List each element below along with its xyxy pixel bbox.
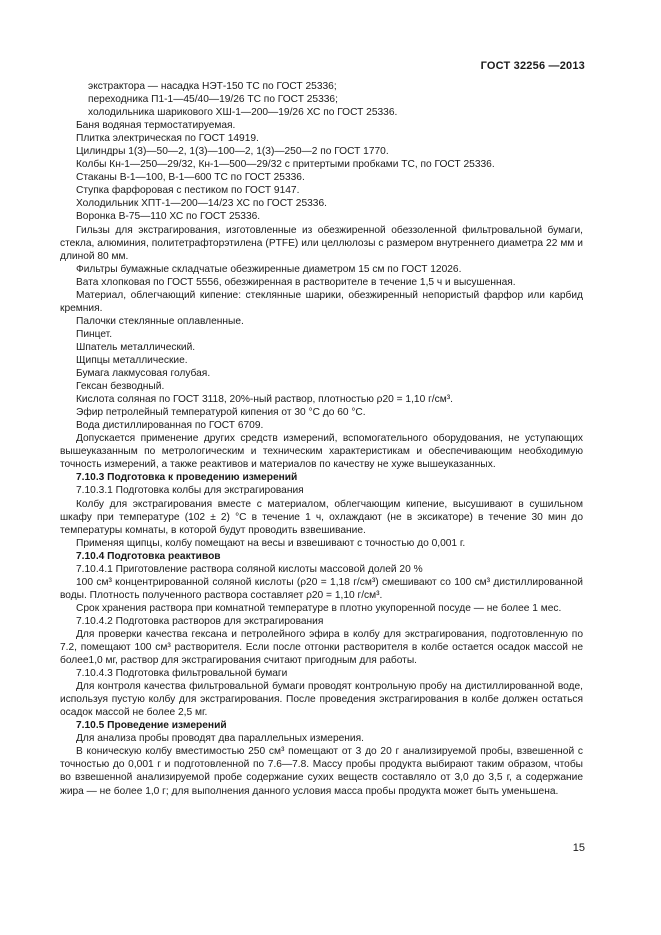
paragraph: холодильника шарикового ХШ-1—200—19/26 ХС по ГОСТ 25336. xyxy=(88,107,398,119)
paragraph: Применяя щипцы, колбу помещают на весы и взвешивают с точностью до 0,001 г. xyxy=(76,537,466,549)
paragraph: Для контроля качества фильтровальной бумаги проводят контрольную пробу на дистиллированной воде, используя пустую колбу для экстрагирования. После проведения экстрагирования в колбе должен остаться осадок массой не более 2,5 мг. xyxy=(60,681,583,719)
paragraph: Ступка фарфоровая с пестиком по ГОСТ 9147. xyxy=(76,185,300,197)
paragraph: Стаканы В-1—100, В-1—600 ТС по ГОСТ 25336. xyxy=(76,172,305,184)
paragraph: 7.10.4.3 Подготовка фильтровальной бумаги xyxy=(76,668,288,680)
standard-header: ГОСТ 32256 —2013 xyxy=(480,60,585,72)
paragraph: Колбу для экстрагирования вместе с материалом, облегчающим кипение, высушивают в сушильном шкафу при температуре (102 ± 2) °С в течение 1 ч, охлаждают (не в эксикаторе) в течение 30 мин до температуры комнаты, в которой будут проводить взвешивание. xyxy=(60,498,583,536)
paragraph: Допускается применение других средств измерений, вспомогательного оборудования, не уступающих вышеуказанным по метрологическим и техническим характеристикам и обеспечивающим необходимую точность измерений, а также реактивов и материалов по качеству не хуже вышеуказанных. xyxy=(60,433,583,471)
section-heading: 7.10.5 Проведение измерений xyxy=(76,720,227,732)
paragraph: Эфир петролейный температурой кипения от 30 °С до 60 °С. xyxy=(76,407,366,419)
paragraph: Материал, облегчающий кипение: стеклянные шарики, обезжиренный непористый фарфор или карбид кремния. xyxy=(60,289,583,314)
section-heading: 7.10.4 Подготовка реактивов xyxy=(76,550,221,562)
paragraph: Для анализа пробы проводят два параллельных измерения. xyxy=(76,733,364,745)
page-number: 15 xyxy=(572,842,585,854)
paragraph: 100 см³ концентрированной соляной кислоты (ρ20 = 1,18 г/см³) смешивают со 100 см³ дистиллированной воды. Плотность полученного раствора составляет ρ20 = 1,10 г/см³. xyxy=(60,576,583,601)
paragraph: экстрактора — насадка НЭТ-150 ТС по ГОСТ 25336; xyxy=(88,81,337,92)
document-body xyxy=(60,80,583,798)
paragraph: Колбы Кн-1—250—29/32, Кн-1—500—29/32 с притертыми пробками ТС, по ГОСТ 25336. xyxy=(76,159,495,171)
paragraph: Срок хранения раствора при комнатной температуре в плотно укупоренной посуде — не более 1 мес. xyxy=(76,602,562,614)
paragraph: Холодильник ХПТ-1—200—14/23 ХС по ГОСТ 25336. xyxy=(76,198,327,210)
paragraph: В коническую колбу вместимостью 250 см³ помещают от 3 до 20 г анализируемой пробы, взвешенной с точностью до 0,001 г и подготовленной по 7.6—7.8. Массу пробы продукта выбирают таким образом, чтобы во взвешенной анализируемой пробе содержание сухих веществ составляло от 3,0 до 3,5 г, а содержание жира — не более 1,0 г; для выполнения данного условия масса пробы продукта может быть уменьшена. xyxy=(60,746,583,797)
paragraph: Палочки стеклянные оплавленные. xyxy=(76,315,244,327)
paragraph: Вода дистиллированная по ГОСТ 6709. xyxy=(76,420,264,432)
paragraph: Бумага лакмусовая голубая. xyxy=(76,368,211,380)
paragraph: Гексан безводный. xyxy=(76,381,165,393)
paragraph: 7.10.4.1 Приготовление раствора соляной кислоты массовой долей 20 % xyxy=(76,563,423,575)
paragraph: Пинцет. xyxy=(76,328,113,340)
paragraph: Кислота соляная по ГОСТ 3118, 20%-ный раствор, плотностью ρ20 = 1,10 г/см³. xyxy=(76,394,453,406)
paragraph: Цилиндры 1(3)—50—2, 1(3)—100—2, 1(3)—250—2 по ГОСТ 1770. xyxy=(76,146,389,158)
paragraph: 7.10.4.2 Подготовка растворов для экстрагирования xyxy=(76,615,324,627)
paragraph: 7.10.3.1 Подготовка колбы для экстрагирования xyxy=(76,485,304,497)
paragraph: Баня водяная термостатируемая. xyxy=(76,120,236,132)
paragraph: Фильтры бумажные складчатые обезжиренные диаметром 15 см по ГОСТ 12026. xyxy=(76,263,462,275)
paragraph: Гильзы для экстрагирования, изготовленные из обезжиренной обеззоленной фильтровальной бумаги, стекла, алюминия, политетрафторэтилена (PTFE) или целлюлозы с размером внутреннего диаметра 22 мм и длиной 80 мм. xyxy=(60,224,583,262)
paragraph: Воронка В-75—110 ХС по ГОСТ 25336. xyxy=(76,211,261,223)
paragraph: Щипцы металлические. xyxy=(76,354,188,366)
paragraph: Плитка электрическая по ГОСТ 14919. xyxy=(76,133,259,145)
section-heading: 7.10.3 Подготовка к проведению измерений xyxy=(76,472,298,484)
paragraph: переходника П1-1—45/40—19/26 ТС по ГОСТ 25336; xyxy=(88,94,338,106)
paragraph: Для проверки качества гексана и петролейного эфира в колбу для экстрагирования, подготовленную по 7.2, помещают 100 см³ растворителя. Если после отгонки растворителя в колбе остается осадок массой не более1,0 мг, раствор для экстрагирования считают пригодным для работы. xyxy=(60,628,583,667)
paragraph: Шпатель металлический. xyxy=(76,341,196,353)
paragraph: Вата хлопковая по ГОСТ 5556, обезжиренная в растворителе в течение 1,5 ч и высушенная. xyxy=(76,276,516,288)
